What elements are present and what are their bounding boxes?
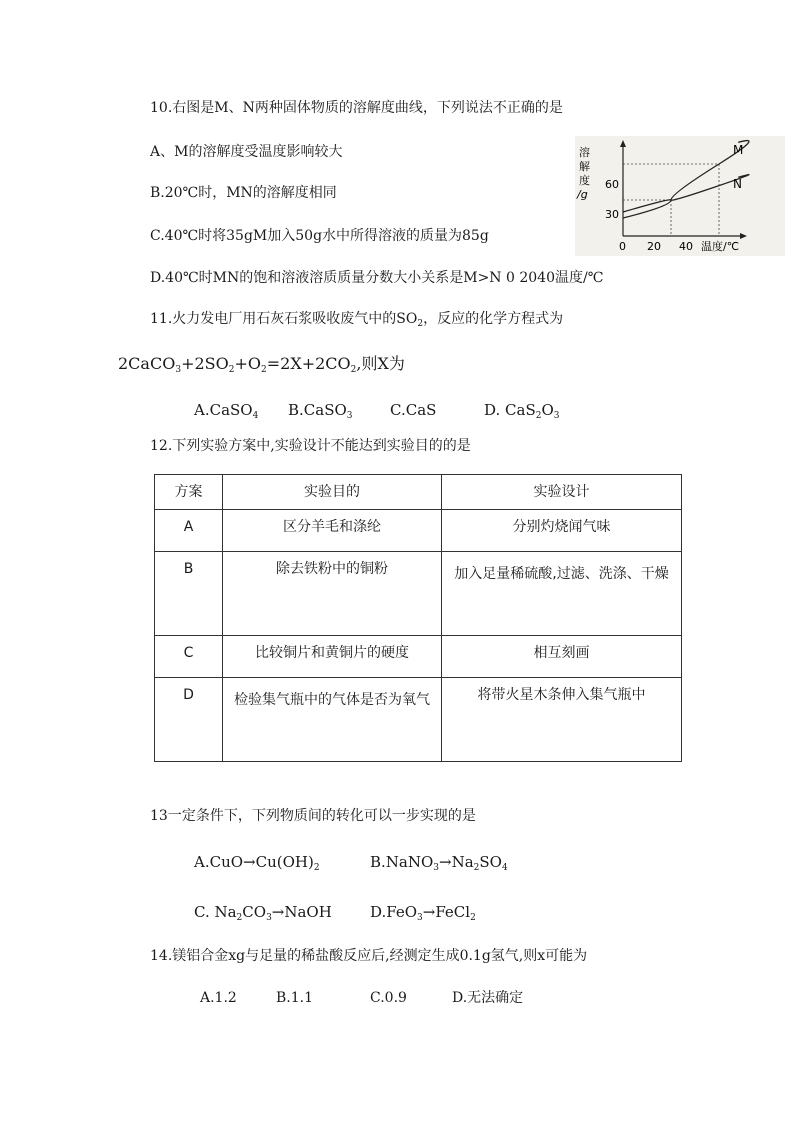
eq-sub-3: 2 <box>261 365 267 375</box>
q10-option-a: A、M的溶解度受温度影响较大 <box>150 144 343 160</box>
q13-b-text: B.NaNO <box>370 853 434 871</box>
q13-b-mid: →Na <box>439 853 474 871</box>
q13-c-mid: CO <box>242 903 267 921</box>
q13-d-sub2: 2 <box>470 913 476 923</box>
q13-d-sub: 3 <box>417 913 423 923</box>
cell-goal: 检验集气瓶中的气体是否为氧气 <box>223 678 442 762</box>
y-tick-30: 30 <box>605 208 619 221</box>
table-row <box>155 636 682 678</box>
y-tick-60: 60 <box>605 178 619 191</box>
q11-d-sub: 2 <box>535 411 542 421</box>
q11-stem <box>150 309 563 329</box>
q11-stem-sub: 2 <box>417 319 424 329</box>
q13-a-sub: 2 <box>313 863 320 873</box>
cell-goal: 除去铁粉中的铜粉 <box>223 552 442 636</box>
x-tick-40: 40 <box>679 240 693 253</box>
q11-option-c: C.CaS <box>390 401 437 419</box>
series-label-n: N <box>733 177 742 191</box>
series-label-m: M <box>733 143 744 157</box>
experiment-table <box>154 474 682 762</box>
q13-d-tail: →FeCl <box>422 903 471 921</box>
q12-stem: 12.下列实验方案中,实验设计不能达到实验目的的是 <box>150 438 471 454</box>
q13-option-b <box>370 852 508 872</box>
eq-sub-1: 3 <box>175 365 182 375</box>
q10-option-d: D.40℃时MN的饱和溶液溶质质量分数大小关系是M>N 0 2040温度/℃ <box>150 270 604 286</box>
q11-stem-text: 11.火力发电厂用石灰石浆吸收废气中的SO <box>150 311 418 327</box>
table-row <box>155 510 682 552</box>
cell-goal: 区分羊毛和涤纶 <box>223 510 442 552</box>
cell-design: 分别灼烧闻气味 <box>442 510 682 552</box>
q14-option-a: A.1.2 <box>200 990 237 1006</box>
q10-option-b: B.20℃时，MN的溶解度相同 <box>150 185 337 201</box>
q11-b-text: B.CaSO <box>288 401 347 419</box>
table-row <box>155 552 682 636</box>
eq-part-1: 2CaCO <box>118 354 176 373</box>
cell-scheme: C <box>155 636 223 678</box>
q11-equation <box>118 354 405 374</box>
q13-b-sub: 3 <box>433 863 440 873</box>
eq-part-4: =2X+2CO <box>266 354 351 373</box>
header-goal: 实验目的 <box>223 475 442 510</box>
q13-stem: 13一定条件下，下列物质间的转化可以一步实现的是 <box>150 808 476 824</box>
header-design: 实验设计 <box>442 475 682 510</box>
eq-sub-4: 2 <box>350 365 357 375</box>
q11-b-sub: 3 <box>346 411 353 421</box>
q11-d-tail: O <box>541 401 554 419</box>
q13-b-sub3: 4 <box>501 863 508 873</box>
q11-option-a <box>194 400 258 420</box>
eq-tail: ,则X为 <box>356 354 405 373</box>
cell-design: 将带火星木条伸入集气瓶中 <box>442 678 682 762</box>
q13-b-sub2: 2 <box>473 863 480 873</box>
table-header-row <box>155 475 682 510</box>
y-label-char-3: 度 <box>579 174 590 187</box>
q13-c-tail: →NaOH <box>271 903 332 921</box>
q13-c-sub2: 3 <box>266 913 272 923</box>
table-row <box>155 678 682 762</box>
q10-stem: 10.右图是M、N两种固体物质的溶解度曲线，下列说法不正确的是 <box>150 100 563 116</box>
cell-scheme: D <box>155 678 223 762</box>
q11-d-sub2: 3 <box>553 411 560 421</box>
y-label-char-2: 解 <box>579 160 590 173</box>
q14-option-d: D.无法确定 <box>452 990 524 1006</box>
q11-d-text: D. CaS <box>484 401 536 419</box>
y-label-char-1: 溶 <box>579 146 590 159</box>
q11-a-text: A.CaSO <box>194 401 253 419</box>
cell-goal: 比较铜片和黄铜片的硬度 <box>223 636 442 678</box>
cell-scheme: A <box>155 510 223 552</box>
q13-a-text: A.CuO→Cu(OH) <box>194 853 314 871</box>
q14-option-b: B.1.1 <box>276 990 314 1006</box>
q11-option-b <box>288 400 353 420</box>
header-scheme: 方案 <box>155 475 223 510</box>
cell-design: 加入足量稀硫酸,过滤、洗涤、干燥 <box>442 552 682 636</box>
q11-a-sub: 4 <box>252 411 259 421</box>
q13-b-tail: SO <box>479 853 502 871</box>
q11-option-d <box>484 400 560 420</box>
q10-option-c: C.40℃时将35gM加入50g水中所得溶液的质量为85g <box>150 228 489 244</box>
q14-option-c: C.0.9 <box>370 990 407 1006</box>
eq-sub-2: 2 <box>228 365 235 375</box>
q13-option-c <box>194 902 332 922</box>
cell-design: 相互刻画 <box>442 636 682 678</box>
x-axis-label: 温度/℃ <box>701 240 740 253</box>
y-label-unit: /g <box>577 188 588 201</box>
eq-part-2: +2SO <box>181 354 229 373</box>
q13-c-text: C. Na <box>194 903 237 921</box>
q14-stem: 14.镁铝合金xg与足量的稀盐酸反应后,经测定生成0.1g氢气,则x可能为 <box>150 948 588 964</box>
x-tick-0: 0 <box>619 240 626 253</box>
q11-stem-tail: ，反应的化学方程式为 <box>423 311 564 327</box>
q13-option-d <box>370 902 476 922</box>
q13-d-text: D.FeO <box>370 903 418 921</box>
cell-scheme: B <box>155 552 223 636</box>
x-tick-20: 20 <box>647 240 661 253</box>
q13-c-sub: 2 <box>236 913 243 923</box>
solubility-chart <box>575 136 785 256</box>
q13-option-a <box>194 852 320 872</box>
eq-part-3: +O <box>234 354 261 373</box>
chart-background <box>575 136 785 256</box>
